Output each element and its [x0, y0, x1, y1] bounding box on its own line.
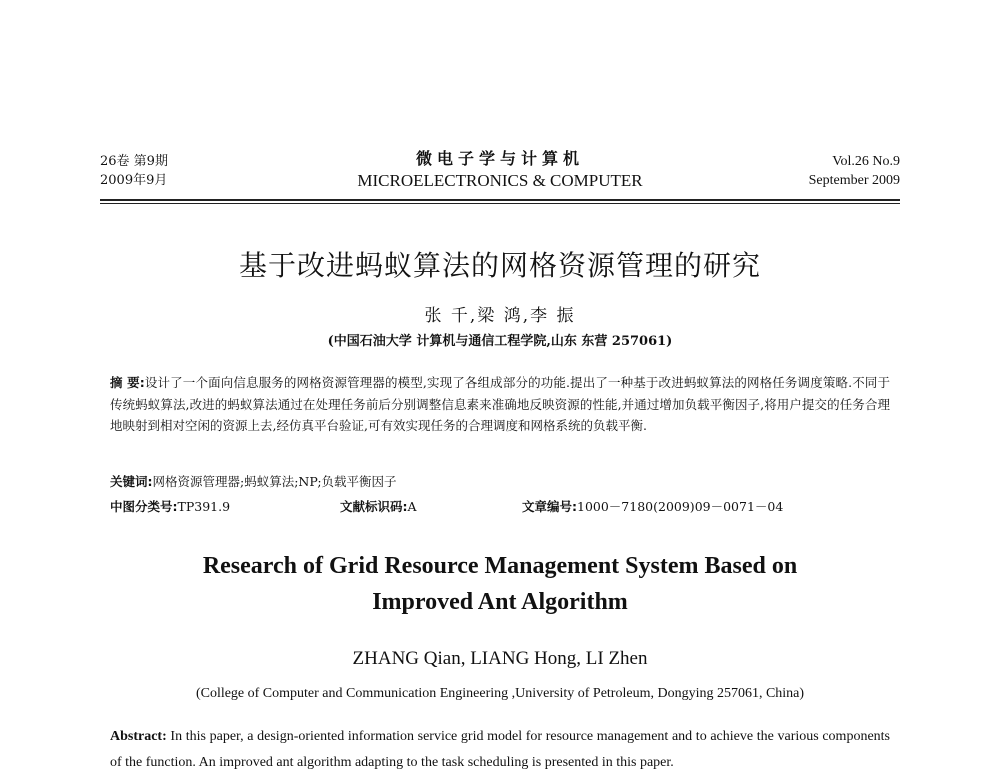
header-journal — [100, 148, 900, 192]
keywords-cn-label: 关键词: — [110, 474, 153, 489]
running-header — [100, 148, 900, 196]
abstract-en-text: In this paper, a design-oriented information service grid model for resource management and to achieve the various components of the function. An improved ant algorithm adapting to the task scheduling is presented in this paper. — [110, 729, 890, 770]
doc-code-value: A — [407, 499, 417, 514]
header-date-en: September 2009 — [808, 173, 900, 188]
clc-label: 中图分类号: — [110, 499, 178, 514]
journal-name-cn: 微电子学与计算机 — [415, 149, 584, 168]
paper-title-en-line2: Improved Ant Algorithm — [372, 589, 628, 615]
affiliation-cn: (中国石油大学 计算机与通信工程学院,山东 东营 257061) — [327, 334, 673, 349]
clc-number — [110, 497, 230, 515]
paper-title-en — [0, 548, 1000, 620]
header-date-cn: 2009年9月 — [100, 173, 168, 188]
abstract-cn — [110, 372, 890, 437]
clc-value: TP391.9 — [177, 499, 231, 514]
keywords-cn-text: 网格资源管理器;蚂蚁算法;NP;负载平衡因子 — [152, 474, 397, 489]
header-issue-en — [809, 152, 900, 190]
article-number — [522, 497, 783, 515]
doc-code-label: 文献标识码: — [340, 499, 408, 514]
header-volume-cn: 26卷 第9期 — [100, 154, 168, 169]
journal-name-en: MICROELECTRONICS & COMPUTER — [357, 171, 643, 190]
authors-en: ZHANG Qian, LIANG Hong, LI Zhen — [352, 648, 648, 669]
abstract-cn-text: 设计了一个面向信息服务的网格资源管理器的模型,实现了各组成部分的功能.提出了一种基于改进蚂蚁算法的网格任务调度策略.不同于传统蚂蚁算法,改进的蚂蚁算法通过在处理任务前后分别调整信息素来准确地反映资源的性能,并通过增加负载平衡因子,将用户提交的任务合理地映射到相对空闲的资源上去,经仿真平台验证,可有效实现任务的合理调度和网格系统的负载平衡. — [110, 375, 890, 433]
abstract-cn-label: 摘 要: — [110, 375, 145, 390]
document-code — [340, 497, 417, 515]
abstract-en — [110, 724, 890, 776]
header-rule-thick — [100, 199, 900, 201]
affiliation-en: (College of Computer and Communication Engineering ,University of Petroleum, Dongying 257061, China) — [195, 686, 805, 701]
header-volume-en: Vol.26 No.9 — [832, 154, 900, 169]
header-rule-thin — [100, 203, 900, 204]
classification-line — [110, 497, 890, 517]
article-number-value: 1000－7180(2009)09－0071－04 — [577, 499, 784, 514]
keywords-cn — [110, 472, 890, 490]
paper-title-en-line1: Research of Grid Resource Management System Based on — [202, 553, 798, 579]
authors-cn: 张 千,梁 鸿,李 振 — [424, 306, 576, 326]
article-number-label: 文章编号: — [522, 499, 577, 514]
abstract-en-label: Abstract: — [110, 729, 167, 744]
paper-title-cn: 基于改进蚂蚁算法的网格资源管理的研究 — [238, 249, 761, 282]
